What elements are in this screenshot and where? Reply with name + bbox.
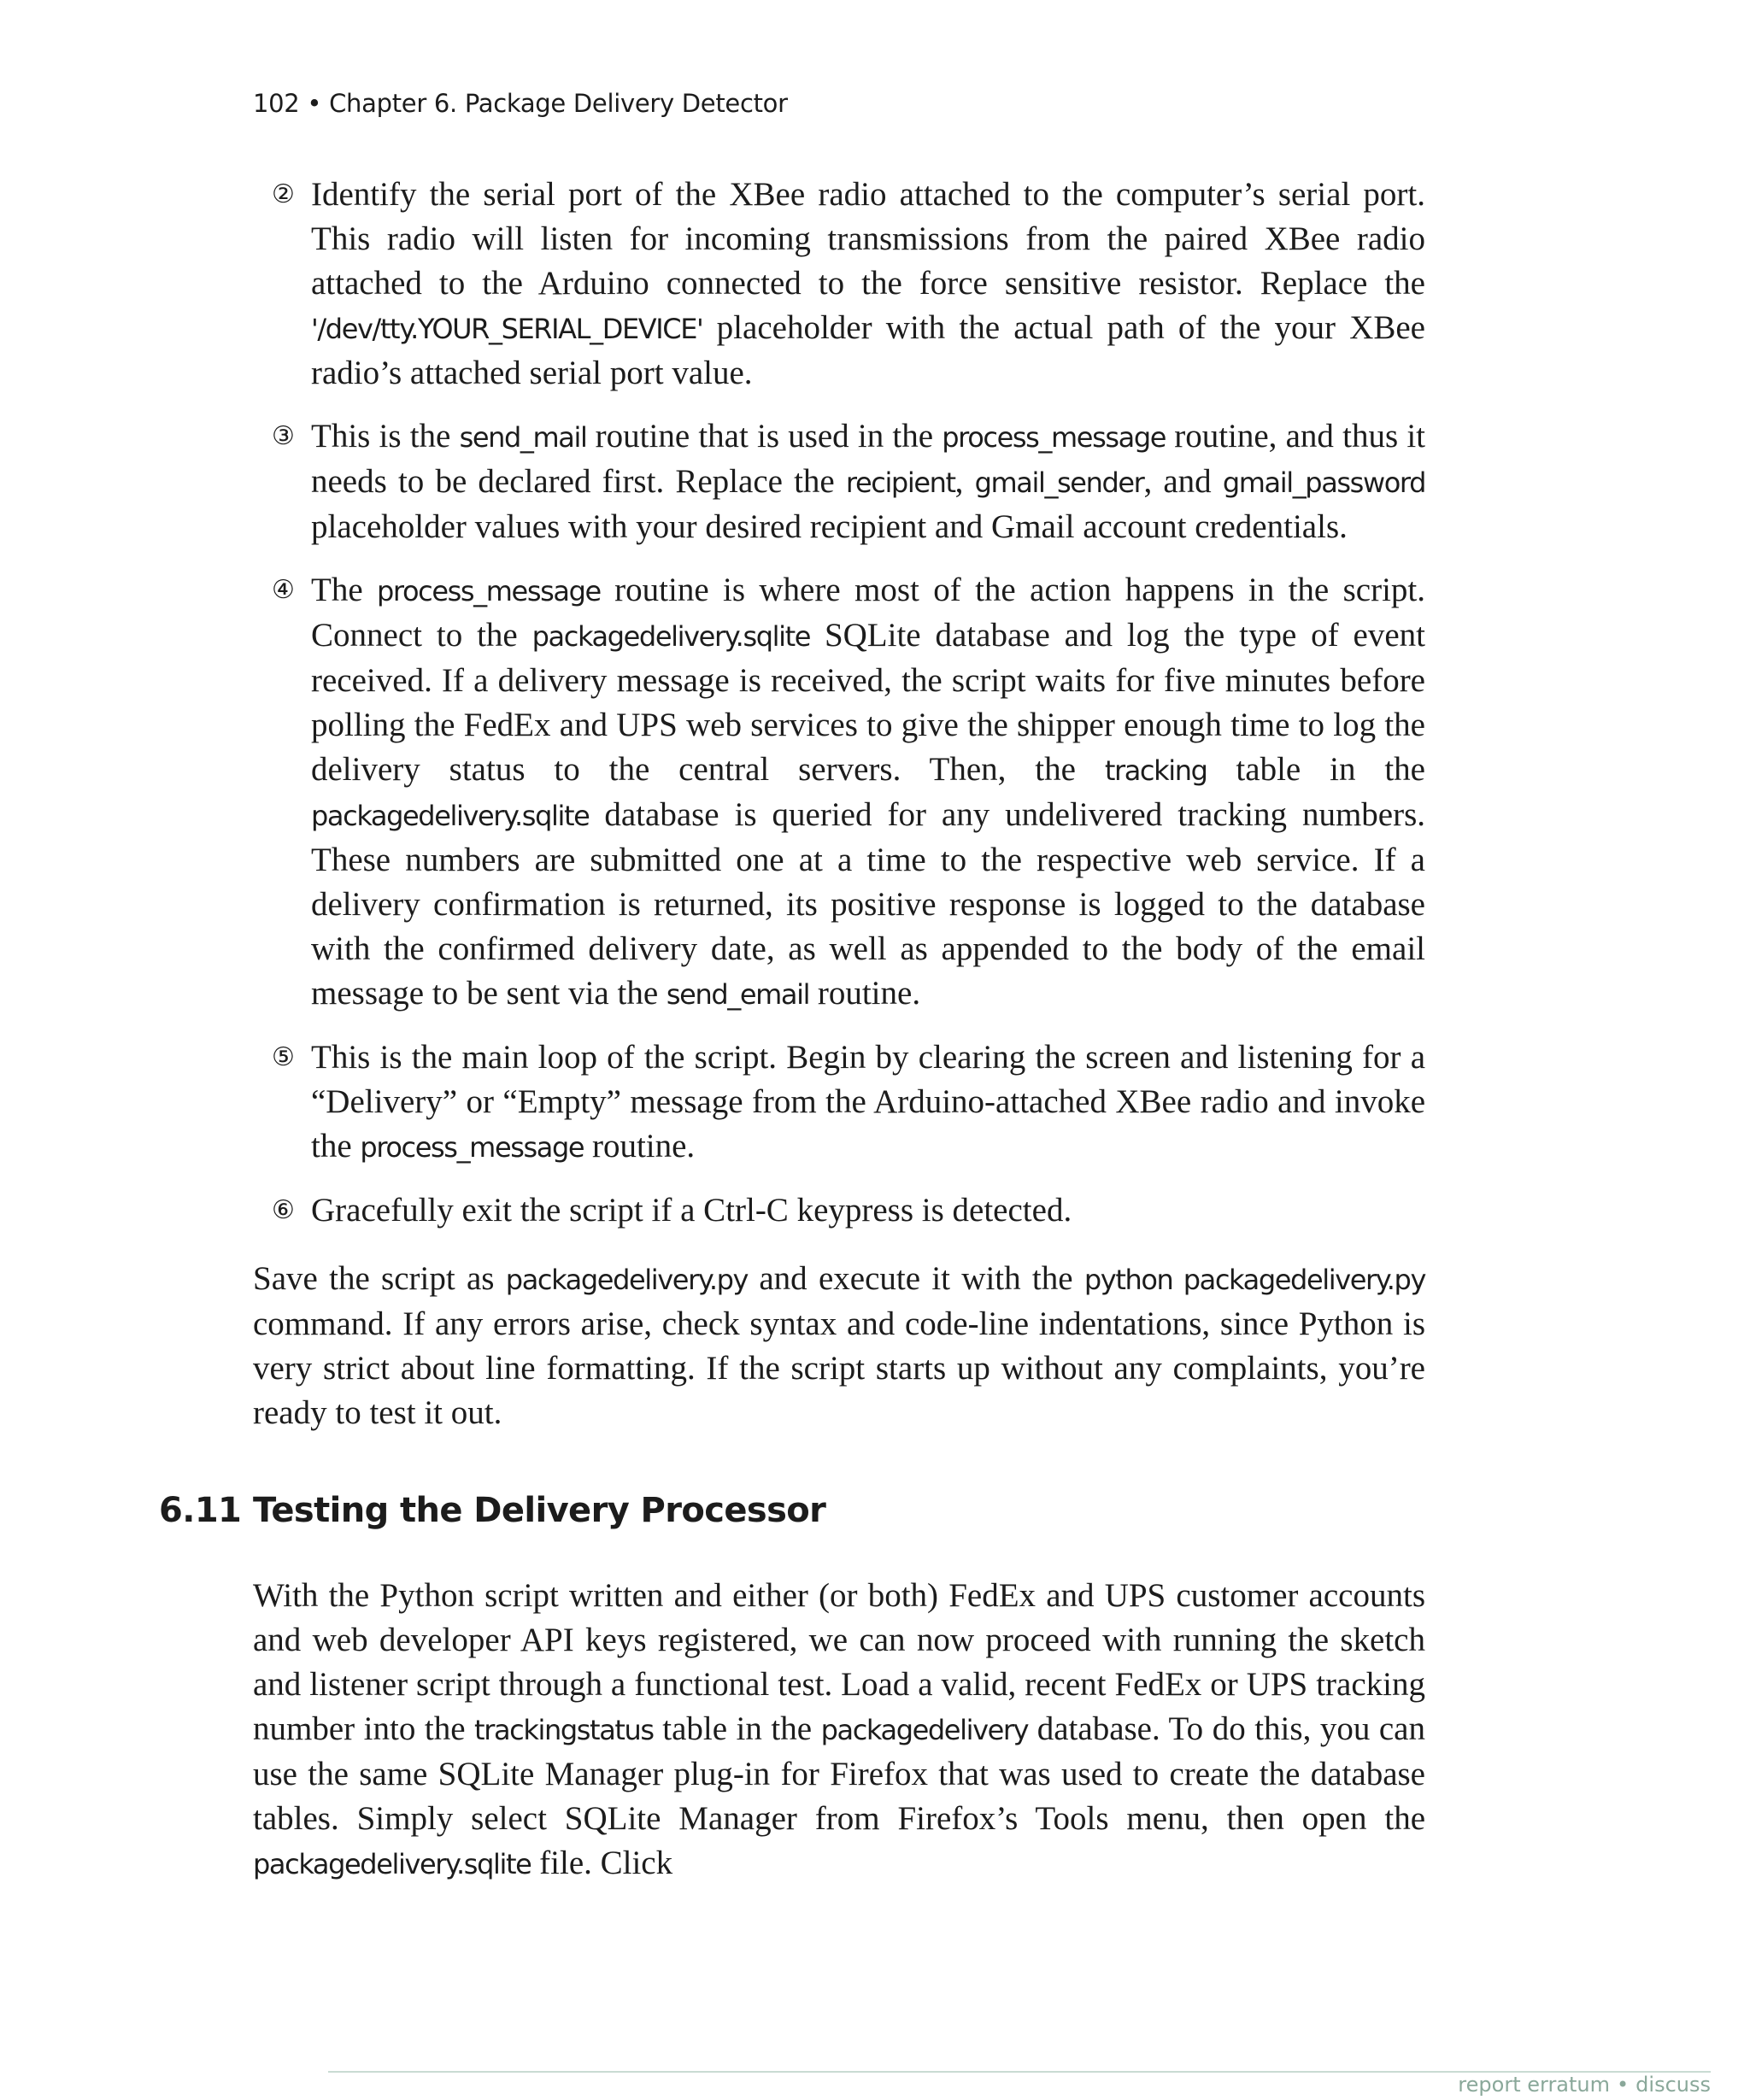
text-run: SQLite database and log the type of event received. If a delivery message is received, the script waits for five minutes before polling the FedEx and UPS web services to give the shipper enough time to log the delivery status to the central servers. Then, the: [311, 617, 1425, 788]
inline-code: gmail_sender: [974, 466, 1144, 499]
section-heading: [159, 1488, 1425, 1533]
inline-code: packagedelivery: [820, 1714, 1029, 1746]
callout-item: [253, 173, 1425, 396]
inline-code: packagedelivery.sqlite: [531, 620, 811, 653]
inline-code: process_message: [377, 575, 601, 607]
callout-number-icon: ③: [272, 421, 295, 451]
text-run: Gracefully exit the script if a Ctrl-C keypress is detected.: [311, 1192, 1072, 1229]
inline-code: send_mail: [459, 421, 587, 454]
inline-code: process_message: [360, 1131, 584, 1164]
inline-code: tracking: [1104, 754, 1207, 787]
inline-code: recipient: [845, 466, 955, 499]
text-run: The: [311, 572, 377, 608]
footer-links: [1458, 2073, 1711, 2097]
text-run: routine.: [584, 1128, 696, 1164]
text-run: database. To do this, you can use the same SQLite Manager plug-in for Firefox that was used to create the database tables. Simply select SQLite Manager from Firefox’s Tools menu, then open the: [253, 1710, 1425, 1837]
callout-item: [253, 568, 1425, 1017]
body-paragraph-testing: [253, 1574, 1425, 1886]
report-erratum-link[interactable]: report erratum: [1458, 2073, 1611, 2097]
callout-number-icon: ④: [272, 575, 295, 605]
discuss-link[interactable]: discuss: [1635, 2073, 1711, 2097]
text-run: routine, and thus it needs to be declared first. Replace the: [311, 418, 1425, 500]
text-run: This is the main loop of the script. Begin by clearing the screen and listening for a “Delivery” or “Empty” message from the Arduino-attached XBee radio and invoke the: [311, 1039, 1425, 1164]
footer-separator: •: [1617, 2073, 1630, 2097]
body-paragraph-save-script: [253, 1257, 1425, 1435]
inline-code: packagedelivery.sqlite: [311, 800, 590, 832]
inline-code: send_email: [666, 978, 810, 1011]
text-run: and execute it with the: [748, 1260, 1084, 1297]
callout-item: [253, 414, 1425, 549]
inline-code: python packagedelivery.py: [1083, 1264, 1425, 1296]
running-header: 102 • Chapter 6. Package Delivery Detector: [253, 89, 788, 118]
text-run: Identify the serial port of the XBee radio attached to the computer’s serial port. This radio will listen for incoming transmissions from the paired XBee radio attached to the Arduino connected to the force sensitive resistor. Replace the: [311, 176, 1425, 302]
text-run: file. Click: [531, 1845, 673, 1881]
text-run: routine is where most of the action happens in the script. Connect to the: [311, 572, 1425, 654]
inline-code: packagedelivery.sqlite: [253, 1848, 531, 1880]
text-run: command. If any errors arise, check syntax and code-line indentations, since Python is very strict about line formatting. If the script starts up without any complaints, you’re ready to test it out.: [253, 1305, 1425, 1431]
inline-code: packagedelivery.py: [505, 1264, 749, 1296]
text-run: placeholder with the actual path of the your XBee radio’s attached serial port value.: [311, 309, 1425, 391]
callout-item: [253, 1035, 1425, 1170]
callout-number-icon: ⑤: [272, 1042, 295, 1072]
inline-code: gmail_password: [1222, 466, 1426, 499]
text-run: table in the: [653, 1710, 821, 1747]
text-run: placeholder values with your desired recipient and Gmail account credentials.: [311, 508, 1348, 545]
section-title: Testing the Delivery Processor: [253, 1491, 826, 1530]
section-number: 6.11: [159, 1491, 242, 1530]
callout-item: [253, 1188, 1425, 1233]
text-run: table in the: [1207, 751, 1425, 788]
page-body: [159, 173, 1426, 1886]
text-run: routine that is used in the: [586, 418, 943, 455]
text-run: With the Python script written and either (or both) FedEx and UPS customer accounts and web developer API keys registered, we can now proceed with running the sketch and listener script through a functional test. Load a valid, recent FedEx or UPS tracking number into the: [253, 1577, 1425, 1747]
text-run: ,: [954, 463, 975, 500]
text-run: routine.: [809, 975, 921, 1012]
text-run: database is queried for any undelivered tracking numbers. These numbers are submitted one at a time to the respective web service. If a delivery confirmation is returned, its positive response is logged to the database with the confirmed delivery date, as well as appended to the body of the email message to be sent via the: [311, 796, 1425, 1012]
callout-number-icon: ⑥: [272, 1195, 295, 1225]
callout-list: [253, 173, 1425, 1233]
inline-code: process_message: [942, 421, 1166, 454]
callout-number-icon: ②: [272, 179, 295, 209]
text-run: Save the script as: [253, 1260, 506, 1297]
inline-code: '/dev/tty.YOUR_SERIAL_DEVICE': [311, 313, 703, 345]
text-run: , and: [1143, 463, 1223, 500]
inline-code: trackingstatus: [474, 1714, 654, 1746]
text-run: This is the: [311, 418, 460, 455]
